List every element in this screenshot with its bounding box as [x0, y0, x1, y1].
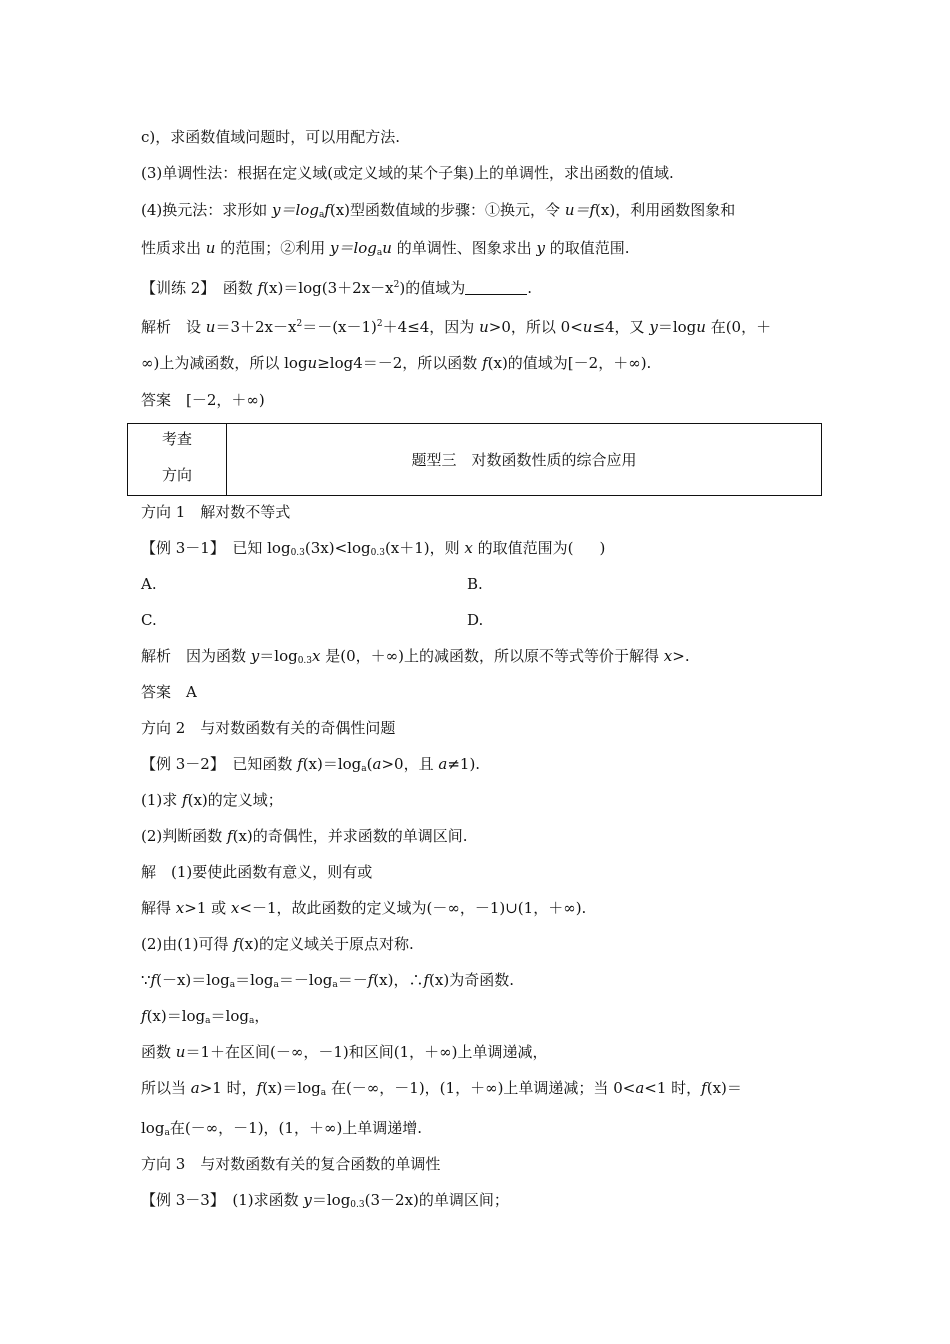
text-run: 的单调性、图象求出 [391, 239, 537, 257]
math-run: a [372, 755, 382, 773]
text-run: >1 或 [184, 899, 231, 917]
text-run: ＝3＋2x－x [215, 318, 297, 336]
text-run: <－1，故此函数的定义域为(－∞，－1)∪(1，＋∞). [239, 899, 587, 917]
subscript: a [164, 1128, 170, 1138]
text-run: (2)判断函数 [141, 827, 228, 845]
text-run: ＝log [657, 318, 697, 336]
text-run: ( [366, 755, 373, 773]
text-run: (2)由(1)可得 [141, 935, 234, 953]
text-run: ＝1＋在区间(－∞，－1)和区间(1，＋∞)上单调递减， [185, 1043, 548, 1061]
math-run: y [250, 647, 260, 665]
text-line: c)，求函数值域问题时，可以用配方法. [141, 128, 401, 146]
text-run: >0，所以 0< [488, 318, 583, 336]
text-run: (x)＝log [302, 755, 362, 773]
text-run: 的取值范围. [544, 239, 630, 257]
text-run: 所以当 [141, 1079, 191, 1097]
math-run: f [701, 1079, 707, 1097]
text-run: (x)的值域为[－2，＋∞). [487, 354, 652, 372]
math-run: x [663, 647, 673, 665]
text-run: 性质求出 [141, 239, 206, 257]
text-line: 方向 3 与对数函数有关的复合函数的单调性 [141, 1155, 441, 1173]
math-run: a [635, 1079, 645, 1097]
text-line: 答案 A [141, 683, 197, 701]
text-run: log [141, 1119, 165, 1137]
text-run: (x)，利用函数图象和 [595, 201, 736, 219]
text-run: >0，且 [381, 755, 439, 773]
text-run: (x)的奇偶性，并求函数的单调区间. [232, 827, 468, 845]
section-title: 题型三 对数函数性质的综合应用 [411, 451, 637, 469]
text-run: (x)的定义域； [187, 791, 283, 809]
text-line [141, 826, 830, 846]
math-run: u [205, 239, 216, 257]
text-line [141, 1078, 830, 1103]
math-run: u [382, 239, 392, 257]
option-a: A. [141, 575, 157, 593]
math-run: f [257, 279, 264, 297]
text-line [141, 646, 830, 671]
text-run: 在(0，＋ [705, 318, 772, 336]
text-run: 在(－∞，－1)，(1，＋∞)上单调递减；当 0< [326, 1079, 636, 1097]
math-run: u＝f [564, 201, 596, 219]
text-run: (x)为奇函数. [429, 971, 514, 989]
math-run: x [312, 647, 321, 665]
text-run: (x)的定义域关于原点对称. [238, 935, 414, 953]
text-run: (x)＝log [262, 1079, 321, 1097]
math-run: u [307, 354, 318, 372]
option-b: B. [467, 575, 483, 593]
text-run: (x)＝ [706, 1079, 742, 1097]
text-run: ＝log [259, 647, 298, 665]
math-run: u [696, 318, 706, 336]
text-run: ) [599, 539, 606, 557]
text-run: ＝－(x－1) [302, 318, 377, 336]
math-run: u [582, 318, 593, 336]
option-line [141, 574, 830, 594]
text-line [141, 1006, 830, 1031]
math-run: f [297, 755, 303, 773]
math-run: a [438, 755, 448, 773]
math-run: f [150, 971, 157, 989]
text-line: 方向 1 解对数不等式 [141, 503, 291, 521]
text-run: 的取值范围为( [472, 539, 574, 557]
option-d: D. [467, 611, 484, 629]
text-run: ＋4≤4，因为 [382, 318, 480, 336]
subscript: a [318, 210, 325, 220]
text-run: 【例 3－1】 已知 log [141, 539, 291, 557]
text-run: (x)＝log(3＋2x－x [263, 279, 394, 297]
text-run: ≥log4＝－2，所以函数 [317, 354, 483, 372]
subscript: a [205, 1016, 211, 1026]
math-run: f [367, 971, 374, 989]
text-run: 解得 [141, 899, 176, 917]
math-run: y＝log [272, 201, 319, 219]
text-line [141, 970, 830, 995]
option-line [141, 610, 830, 630]
text-run: (x)＝log [146, 1007, 206, 1025]
math-run: f [324, 201, 330, 219]
math-run: f [141, 1007, 147, 1025]
math-run: f [256, 1079, 263, 1097]
text-run: ∞)上为减函数，所以 log [141, 354, 308, 372]
math-run: f [233, 935, 239, 953]
text-line [141, 1042, 830, 1062]
math-run: x [230, 899, 240, 917]
text-run: (4)换元法：求形如 [141, 201, 273, 219]
math-run: u [479, 318, 489, 336]
math-run: x [175, 899, 185, 917]
text-line [141, 314, 830, 337]
math-run: y [536, 239, 545, 257]
text-run: ＝log [210, 1007, 249, 1025]
superscript: 2 [296, 319, 303, 329]
text-line [141, 898, 830, 918]
text-run: 函数 [141, 1043, 176, 1061]
math-run: y [303, 1191, 312, 1209]
text-line: 答案 [－2，＋∞) [141, 391, 265, 409]
subscript: a [248, 1016, 255, 1026]
subscript: 0.3 [290, 548, 305, 558]
text-run: (－x)＝log [156, 971, 230, 989]
text-run: ∵ [141, 971, 151, 989]
math-run: f [423, 971, 430, 989]
table-label-line: 考查 [161, 430, 192, 448]
superscript: 2 [376, 319, 383, 329]
math-run: y [649, 318, 658, 336]
text-line [141, 238, 830, 263]
text-line [141, 1118, 830, 1143]
text-run: 解析 设 [141, 318, 206, 336]
text-run: 的范围；②利用 [215, 239, 330, 257]
text-run: ， [254, 1007, 270, 1025]
math-run: u [205, 318, 216, 336]
math-run: x [464, 539, 473, 557]
text-line [141, 790, 830, 810]
text-run: 在(－∞，－1)，(1，＋∞)上单调递增. [169, 1119, 423, 1137]
answer-blank [465, 280, 527, 295]
subscript: a [376, 248, 383, 258]
text-run: (x＋1)，则 [384, 539, 465, 557]
text-run: >1 时， [199, 1079, 257, 1097]
math-run: f [482, 354, 488, 372]
text-line: (3)单调性法：根据在定义域(或定义域的某个子集)上的单调性，求出函数的值域. [141, 164, 674, 182]
text-line [141, 754, 830, 779]
subscript: a [229, 980, 236, 990]
text-run: 【训练 2】 函数 [141, 279, 258, 297]
subscript: 0.3 [370, 548, 385, 558]
text-run: <1 时， [644, 1079, 702, 1097]
subscript: a [273, 980, 279, 990]
text-run: ≠1). [447, 755, 481, 773]
math-run: f [182, 791, 188, 809]
math-run: a [190, 1079, 200, 1097]
text-run: (x)，∴ [373, 971, 424, 989]
table-title-cell [227, 424, 821, 495]
subscript: a [320, 1088, 327, 1098]
text-line [141, 275, 830, 298]
text-run: ＝－ [337, 971, 368, 989]
subscript: 0.3 [350, 1200, 365, 1210]
text-line: 方向 2 与对数函数有关的奇偶性问题 [141, 719, 396, 737]
text-run: ≤4，又 [592, 318, 650, 336]
option-c: C. [141, 611, 157, 629]
table-label-line: 方向 [161, 466, 192, 484]
text-run: (3x)<log [304, 539, 371, 557]
subscript: a [361, 764, 367, 774]
subscript: a [332, 980, 338, 990]
text-run: . [527, 279, 532, 297]
text-run: ＝－log [278, 971, 333, 989]
text-run: )的值域为 [399, 279, 466, 297]
math-run: u [175, 1043, 186, 1061]
text-line [141, 934, 830, 954]
math-run: y＝log [330, 239, 377, 257]
text-run: (x)型函数值域的步骤：①换元，令 [329, 201, 565, 219]
text-run: 【例 3－2】 已知函数 [141, 755, 298, 773]
text-line: 解 (1)要使此函数有意义，则有或 [141, 863, 373, 881]
subscript: 0.3 [297, 656, 313, 666]
text-run: 是(0，＋∞)上的减函数，所以原不等式等价于解得 [320, 647, 664, 665]
table-label-cell [128, 424, 227, 495]
text-line [141, 353, 830, 373]
text-run: (3－2x)的单调区间； [364, 1191, 509, 1209]
text-run: >. [672, 647, 690, 665]
text-line [141, 200, 830, 225]
text-line [141, 1190, 830, 1215]
category-table [127, 423, 822, 496]
text-run: (1)求 [141, 791, 183, 809]
text-run: ＝log [235, 971, 274, 989]
superscript: 2 [393, 280, 400, 290]
text-run: ＝log [311, 1191, 351, 1209]
text-line [141, 538, 830, 563]
text-run: 解析 因为函数 [141, 647, 251, 665]
text-run: 【例 3－3】 (1)求函数 [141, 1191, 304, 1209]
math-run: f [227, 827, 233, 845]
